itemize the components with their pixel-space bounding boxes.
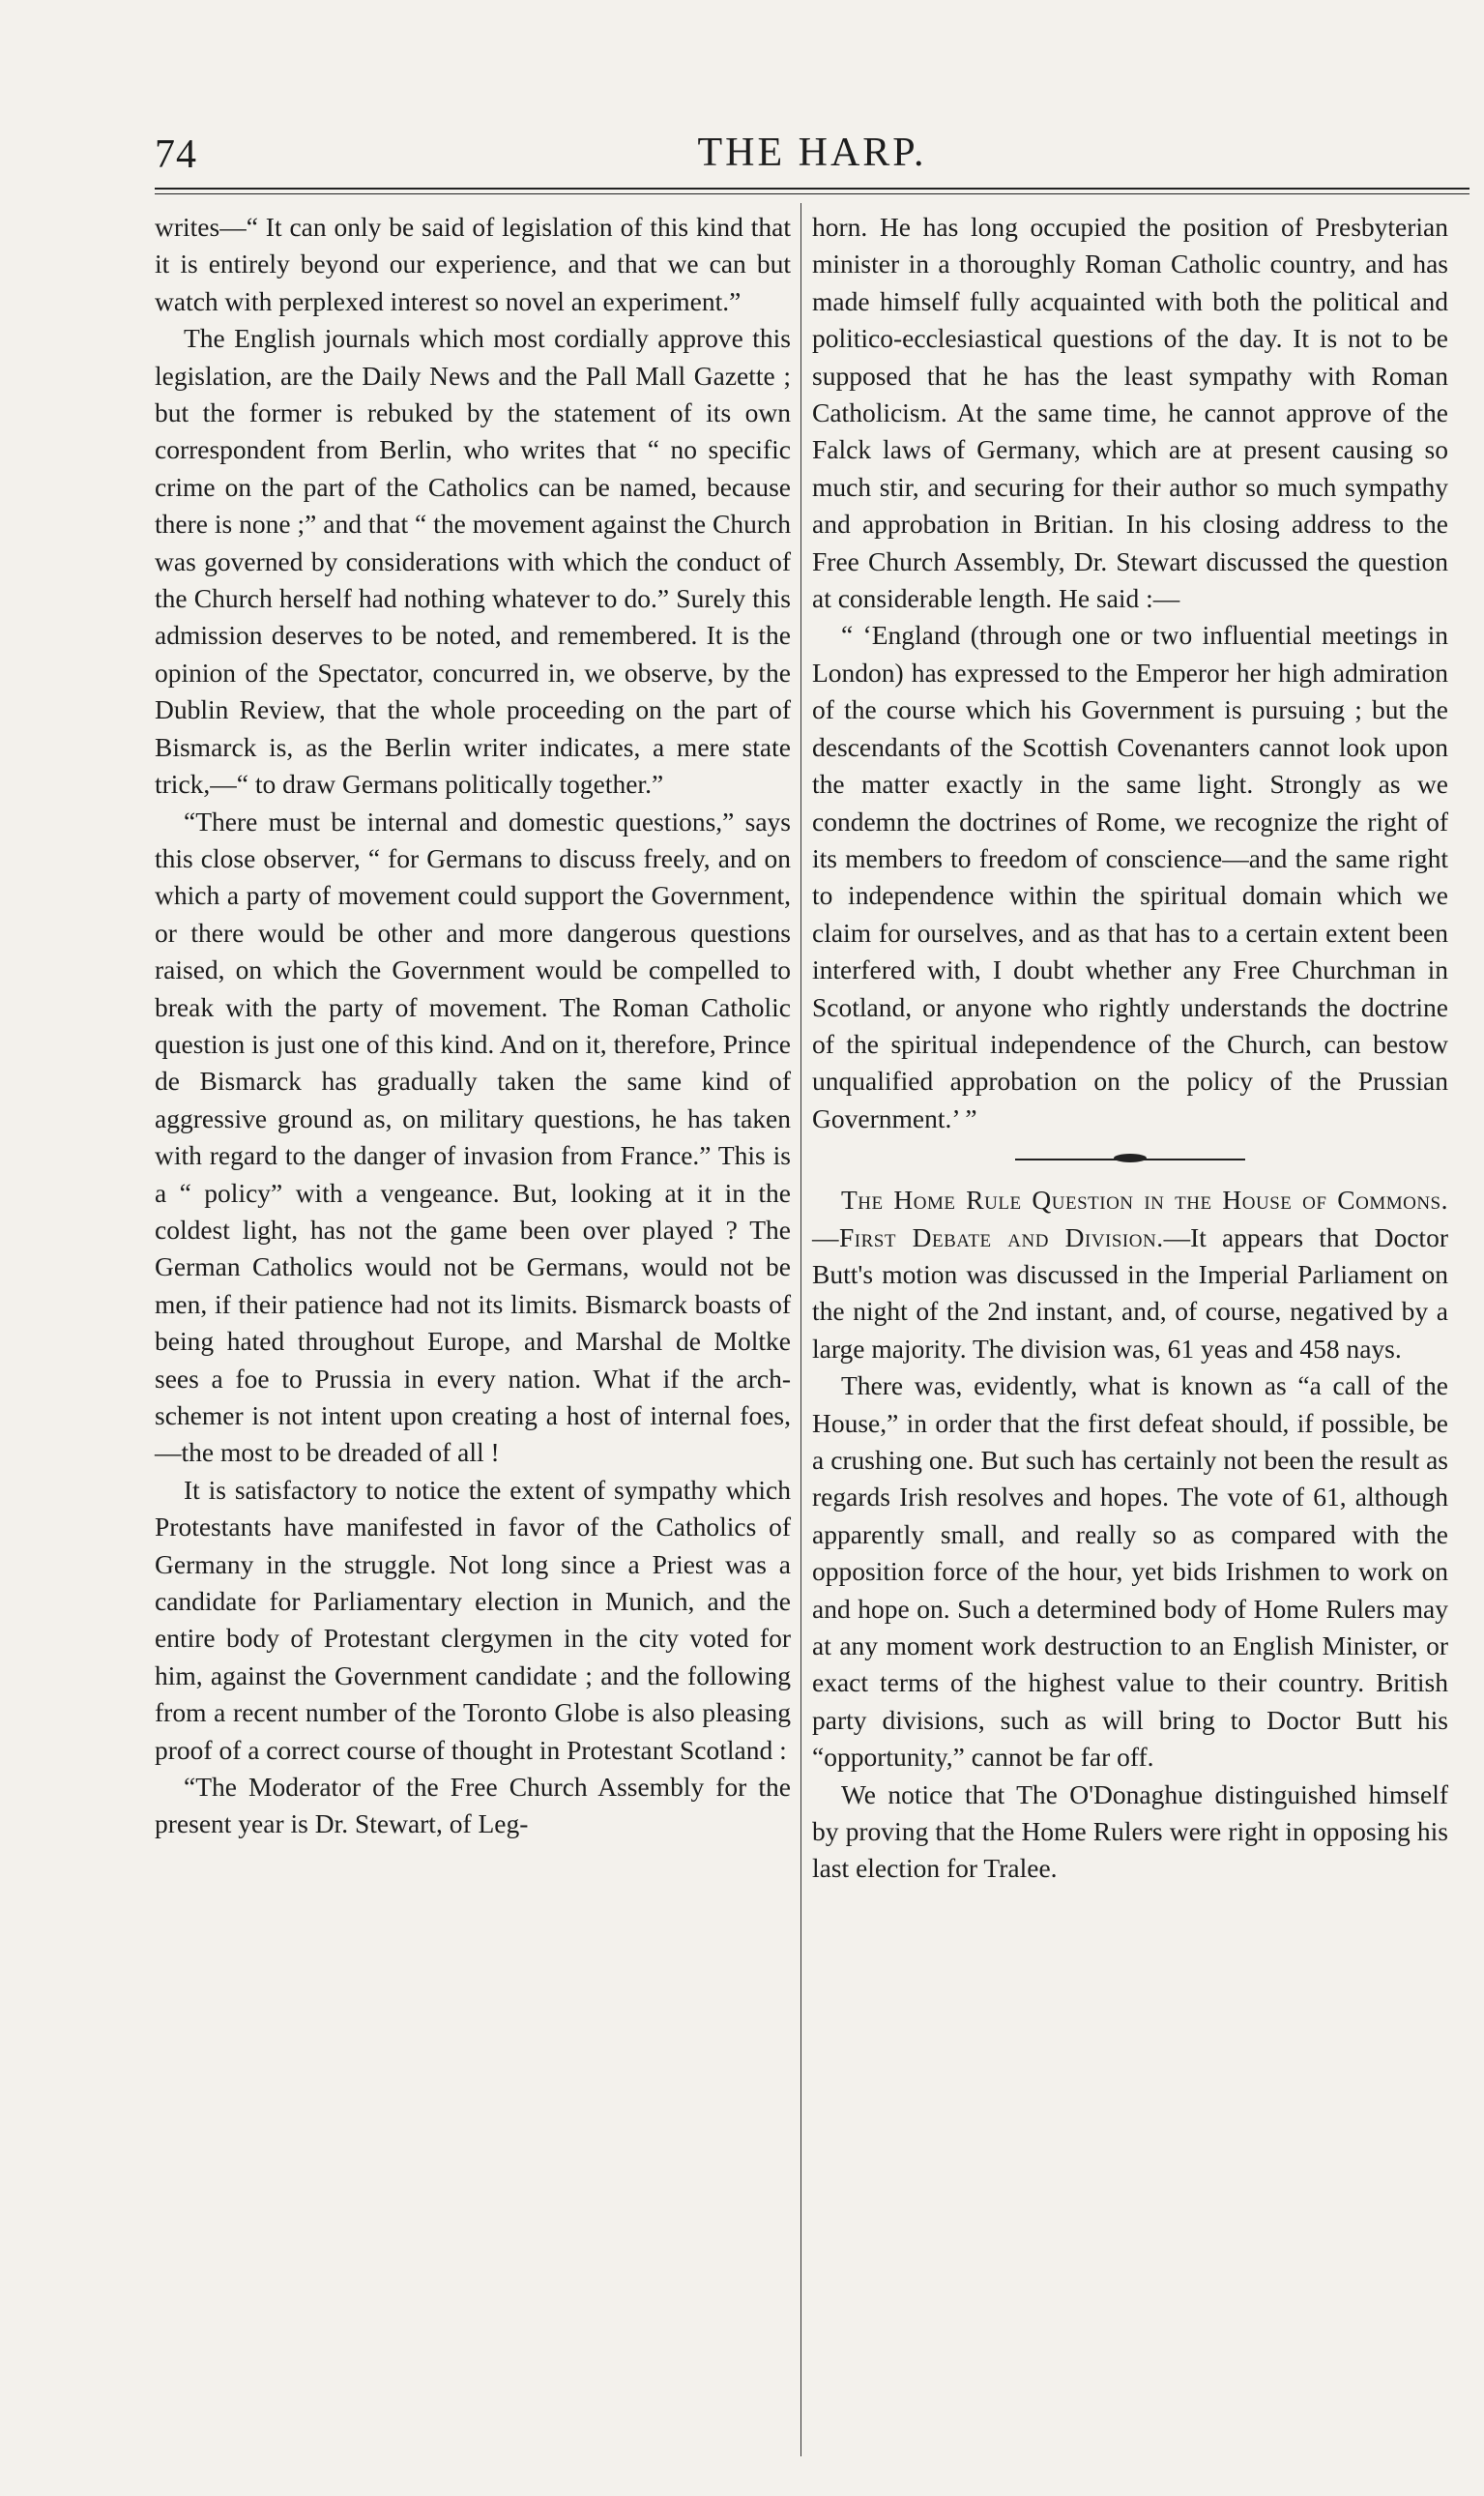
paragraph: The English journals which most cordially approve this legislation, are the Daily News and the Pall Mall Gazette ; but the former is rebuked by the statement of its own correspondent from Berlin, who writes that “ no specific crime on the part of the Catholics can be named, because there is none ;” and that “ the movement against the Church was governed by considerations with which the conduct of the Church herself had nothing whatever to do.” Surely this admission deserves to be noted, and remembered. It is the opinion of the Spectator, concurred in, we observe, by the Dublin Review, that the whole proceeding on the part of Bismarck is, as the Berlin writer indicates, a mere state trick,—“ to draw Germans politically together.” xyxy=(155,323,791,800)
paragraph: “There must be internal and domestic questions,” says this close observer, “ for Germans to discuss freely, and on which a party of movement could support the Government, or there would be other and more dangerous questions raised, on which the Government would be compelled to break with the party of movement. The Roman Catholic question is just one of this kind. And on it, therefore, Prince de Bismarck has gradually taken the same kind of aggressive ground as, on military questions, he has taken with regard to the danger of invasion from France.” This is a “ policy” with a vengeance. But, looking at it in the coldest light, has not the game been over played ? The German Catholics would not be Germans, would not be men, if their patience had not its limits. Bismarck boasts of being hated throughout Europe, and Marshal de Moltke sees a foe to Prussia in every nation. What if the arch-schemer is not intent upon creating a host of internal foes,—the most to be dreaded of all ! xyxy=(155,806,791,1468)
separator-ornament xyxy=(1114,1154,1147,1162)
newspaper-page xyxy=(155,124,1469,2464)
paragraph: “The Moderator of the Free Church Assembly for the present year is Dr. Stewart, of Leg- xyxy=(155,1772,791,1839)
paragraph: There was, evidently, what is known as “a call of the House,” in order that the first defeat should, if possible, be a crushing one. But such has certainly not been the result as regards Irish resolves and hopes. The vote of 61, although apparently small, and really so as compared with the opposition force of the hour, yet bids Irishmen to work on and hope on. Such a determined body of Home Rulers may at any moment work destruction to an English Minister, or exact terms of the highest value to their country. British party divisions, such as will bring to Doctor Butt his “opportunity,” cannot be far off. xyxy=(812,1370,1448,1773)
masthead-title: THE HARP. xyxy=(697,131,927,175)
home-rule-heading: The Home Rule Question in the House of Commons.—First Debate and Division. xyxy=(812,1185,1448,1252)
paragraph: horn. He has long occupied the position of Presbyterian minister in a thoroughly Roman Catholic country, and has made himself fully acquainted with both the political and politico-ecclesiastical questions of the day. It is not to be supposed that he has the least sympathy with Roman Catholicism. At the same time, he cannot approve of the Falck laws of Germany, which are at present causing so much stir, and securing for their author so much sympathy and approbation in Britian. In his closing address to the Free Church Assembly, Dr. Stewart discussed the question at considerable length. He said :— xyxy=(812,212,1448,614)
paragraph: We notice that The O'Donaghue distinguished himself by proving that the Home Rulers were right in opposing his last election for Tralee. xyxy=(812,1778,1448,1884)
header-rule xyxy=(155,188,1469,190)
column-divider xyxy=(800,203,801,2456)
right-column xyxy=(812,209,1448,1888)
page-number: 74 xyxy=(155,132,197,177)
paragraph: It is satisfactory to notice the extent of sympathy which Protestants have manifested in favor of the Catholics of Germany in the struggle. Not long since a Priest was a candidate for Parliamentary election in Munich, and the entire body of Protestant clergymen in the city voted for him, against the Government candidate ; and the following from a recent number of the Toronto Globe is also pleasing proof of a correct course of thought in Protestant Scotland : xyxy=(155,1474,791,1765)
paragraph: writes—“ It can only be said of legislation of this kind that it is entirely beyond our experience, and that we can but watch with perplexed interest so novel an experiment.” xyxy=(155,212,791,316)
home-rule-text: —It appears that Doctor Butt's motion was discussed in the Imperial Parliament on the night of the 2nd instant, and, of course, negatived by a large majority. The division was, 61 yeas and 458 nays. xyxy=(812,1221,1448,1364)
header-rule-thin xyxy=(155,193,1469,194)
paragraph: “ ‘England (through one or two influential meetings in London) has expressed to the Emperor her high admiration of the course which his Government is pursuing ; but the descendants of the Scottish Covenanters cannot look upon the matter exactly in the same light. Strongly as we condemn the doctrines of Rome, we recognize the right of its members to freedom of conscience—and the same right to independence within the spiritual domain which we claim for ourselves, and as that has to a certain extent been interfered with, I doubt whether any Free Churchman in Scotland, or anyone who rightly understands the doctrine of the spiritual independence of the Church, can bestow unqualified approbation on the policy of the Prussian Government.’ ” xyxy=(812,620,1448,1133)
page-header xyxy=(155,124,1469,201)
section-separator xyxy=(812,1137,1448,1182)
left-column xyxy=(155,209,791,1843)
home-rule-paragraph xyxy=(812,1182,1448,1367)
